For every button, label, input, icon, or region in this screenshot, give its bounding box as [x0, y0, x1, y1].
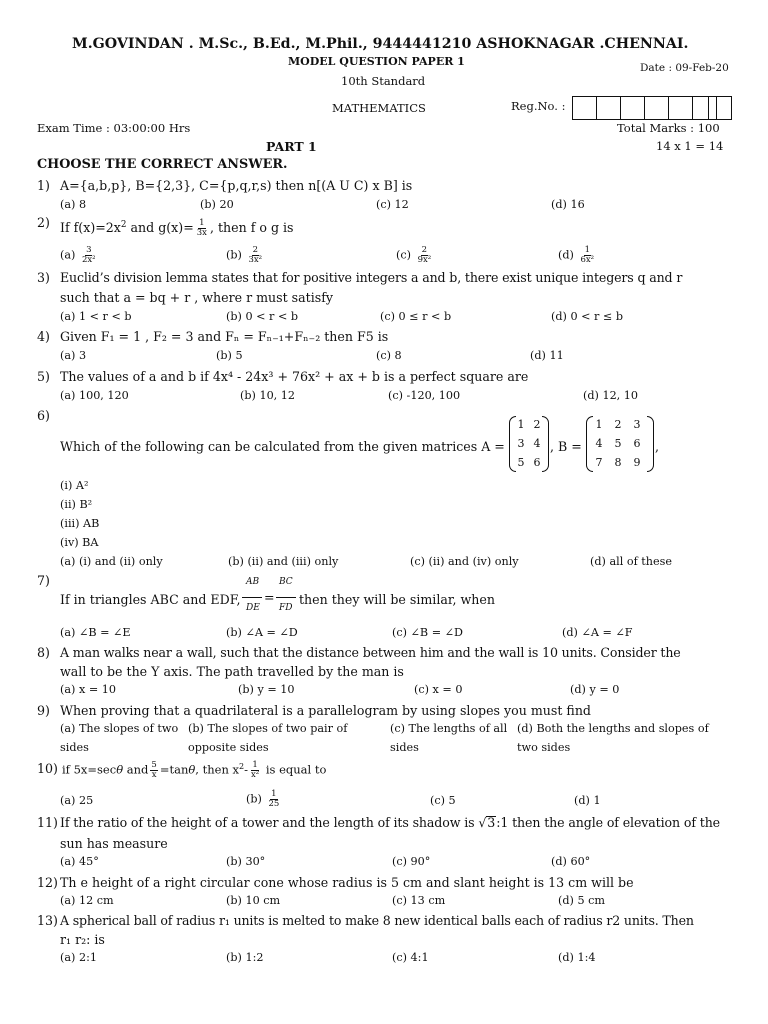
question-6-number: 6) — [37, 408, 50, 423]
q1-option-d[interactable]: (d) 16 — [551, 198, 585, 211]
question-3-line-2: such that a = bq + r , where r must satisfy — [60, 290, 333, 305]
exam-date: Date : 09-Feb-20 — [640, 62, 729, 74]
reg-no-box-7[interactable] — [708, 96, 732, 120]
q11-option-a[interactable]: (a) 45° — [60, 855, 99, 868]
q7-frac1-line — [242, 597, 262, 598]
q9-option-a[interactable]: (a) The slopes of two — [60, 722, 179, 735]
reg-no-box-2[interactable] — [596, 96, 621, 120]
question-5-text: The values of a and b if 4x⁴ - 24x³ + 76x² + ax + b is a perfect square are — [60, 369, 529, 384]
q13-option-d[interactable]: (d) 1:4 — [558, 951, 596, 964]
matrix-b: 1 2 3 4 5 6 7 8 9 — [586, 416, 654, 472]
q3-option-d[interactable]: (d) 0 < r ≤ b — [551, 310, 624, 323]
q2-option-d[interactable]: (d) $\frac{1}{\text{6x²}}$ — [558, 245, 595, 265]
q9-option-c-line-2: sides — [390, 741, 419, 754]
matrix-a: 1 2 3 4 5 6 — [509, 416, 549, 472]
q12-option-a[interactable]: (a) 12 cm — [60, 894, 114, 907]
q3-option-b[interactable]: (b) 0 < r < b — [226, 310, 299, 323]
q4-option-c[interactable]: (c) 8 — [376, 349, 402, 362]
total-marks: Total Marks : 100 — [617, 121, 720, 135]
q4-option-d[interactable]: (d) 11 — [530, 349, 564, 362]
question-5-number: 5) — [37, 369, 50, 384]
q13-option-b[interactable]: (b) 1:2 — [226, 951, 264, 964]
q9-option-b-line-2: opposite sides — [188, 741, 269, 754]
q7-frac1-den: DE — [246, 603, 260, 613]
q7-option-d[interactable]: (d) ∠A = ∠F — [562, 626, 633, 639]
q11-option-b[interactable]: (b) 30° — [226, 855, 266, 868]
question-2-number: 2) — [37, 215, 50, 230]
q5-option-b[interactable]: (b) 10, 12 — [240, 389, 296, 402]
part-title: PART 1 — [266, 139, 317, 154]
q12-option-c[interactable]: (c) 13 cm — [392, 894, 446, 907]
q10-option-d[interactable]: (d) 1 — [574, 794, 601, 807]
q9-option-b[interactable]: (b) The slopes of two pair of — [188, 722, 348, 735]
q12-option-b[interactable]: (b) 10 cm — [226, 894, 281, 907]
q7-frac2-den: FD — [279, 603, 293, 613]
question-11-line-2: sun has measure — [60, 836, 168, 851]
question-9-text: When proving that a quadrilateral is a parallelogram by using slopes you must find — [60, 703, 591, 718]
question-11-line-1: If the ratio of the height of a tower and the length of its shadow is √3:1 then the angle of elevation of the — [60, 815, 721, 830]
paper-title: MODEL QUESTION PAPER 1 — [288, 55, 465, 68]
q7-option-a[interactable]: (a) ∠B = ∠E — [60, 626, 131, 639]
q7-frac2-num: BC — [279, 577, 293, 587]
question-6-text-b: , B = — [550, 439, 582, 454]
question-4-text: Given F₁ = 1 , F₂ = 3 and Fₙ = Fₙ₋₁+Fₙ₋₂ then F5 is — [60, 329, 389, 344]
q9-option-c[interactable]: (c) The lengths of all — [390, 722, 508, 735]
question-12-text: Th e height of a right circular cone whose radius is 5 cm and slant height is 13 cm will be — [60, 875, 634, 890]
q7-option-b[interactable]: (b) ∠A = ∠D — [226, 626, 298, 639]
q8-option-d[interactable]: (d) y = 0 — [570, 683, 620, 696]
question-8-line-1: A man walks near a wall, such that the distance between him and the wall is 10 units. Consider the — [60, 645, 681, 660]
q7-frac1-num: AB — [246, 577, 260, 587]
q4-option-a[interactable]: (a) 3 — [60, 349, 87, 362]
marks-calculation: 14 x 1 = 14 — [656, 139, 724, 153]
q8-option-c[interactable]: (c) x = 0 — [414, 683, 463, 696]
q6-option-c[interactable]: (c) (ii) and (iv) only — [410, 555, 519, 568]
reg-no-label: Reg.No. : — [511, 99, 566, 113]
reg-no-box-3[interactable] — [620, 96, 645, 120]
q1-option-c[interactable]: (c) 12 — [376, 198, 409, 211]
q1-option-a[interactable]: (a) 8 — [60, 198, 87, 211]
question-4-number: 4) — [37, 329, 50, 344]
question-11-number: 11) — [37, 815, 58, 830]
question-1-number: 1) — [37, 178, 50, 193]
question-13-number: 13) — [37, 913, 58, 928]
q11-option-d[interactable]: (d) 60° — [551, 855, 591, 868]
instruction: CHOOSE THE CORRECT ANSWER. — [37, 157, 288, 172]
q6-item-iii: (iii) AB — [60, 517, 100, 530]
q5-option-d[interactable]: (d) 12, 10 — [583, 389, 639, 402]
question-3-line-1: Euclid’s division lemma states that for positive integers a and b, there exist unique integers q and r — [60, 270, 683, 285]
standard: 10th Standard — [341, 74, 426, 88]
question-8-number: 8) — [37, 645, 50, 660]
question-8-line-2: wall to be the Y axis. The path travelled by the man is — [60, 664, 404, 679]
q9-option-a-line-2: sides — [60, 741, 89, 754]
q5-option-c[interactable]: (c) -120, 100 — [388, 389, 461, 402]
q7-option-c[interactable]: (c) ∠B = ∠D — [392, 626, 463, 639]
reg-no-box-1[interactable] — [572, 96, 597, 120]
reg-no-box-5[interactable] — [668, 96, 693, 120]
q6-item-ii: (ii) B² — [60, 498, 93, 511]
q9-option-d[interactable]: (d) Both the lengths and slopes of — [517, 722, 709, 735]
sqrt-symbol: √ — [478, 815, 487, 830]
q13-option-a[interactable]: (a) 2:1 — [60, 951, 97, 964]
q9-option-d-line-2: two sides — [517, 741, 571, 754]
q8-option-a[interactable]: (a) x = 10 — [60, 683, 116, 696]
question-1-text: A={a,b,p}, B={2,3}, C={p,q,r,s) then n[(A U C) x B] is — [60, 178, 413, 193]
q6-option-b[interactable]: (b) (ii) and (iii) only — [228, 555, 339, 568]
author-header: M.GOVINDAN . M.Sc., B.Ed., M.Phil., 9444441210 ASHOKNAGAR .CHENNAI. — [72, 36, 689, 52]
question-13-line-2: r₁ r₂: is — [60, 932, 105, 947]
subject: MATHEMATICS — [332, 101, 426, 115]
q12-option-d[interactable]: (d) 5 cm — [558, 894, 605, 907]
q11-option-c[interactable]: (c) 90° — [392, 855, 431, 868]
q2-option-a[interactable]: (a) $\frac{3}{\text{2x²}}$ — [60, 245, 96, 265]
q2-fraction: $\frac{1}{3x}$ — [196, 218, 207, 238]
q10-option-c[interactable]: (c) 5 — [430, 794, 456, 807]
q7-frac2-line — [276, 597, 296, 598]
q7-equals: = — [264, 590, 275, 605]
question-2-text: If $f(x)=2x^2$ and g(x)= $\frac{1}{3x}$ , then f o g is — [60, 218, 294, 238]
q6-option-a[interactable]: (a) (i) and (ii) only — [60, 555, 163, 568]
q2-option-b[interactable]: (b) $\frac{2}{\text{3x²}}$ — [226, 245, 263, 265]
q6-item-iv: (iv) BA — [60, 536, 99, 549]
question-10-number: 10) — [37, 761, 58, 776]
q3-option-a[interactable]: (a) 1 < r < b — [60, 310, 132, 323]
question-7-text-b: then they will be similar, when — [299, 592, 495, 607]
q2-option-c[interactable]: (c) $\frac{2}{\text{9x²}}$ — [396, 245, 432, 265]
q10-option-a[interactable]: (a) 25 — [60, 794, 94, 807]
q6-option-d[interactable]: (d) all of these — [590, 555, 672, 568]
exam-time: Exam Time : 03:00:00 Hrs — [37, 121, 191, 135]
q1-option-b[interactable]: (b) 20 — [200, 198, 234, 211]
question-10-text: if 5x=secθ and $\frac{5}{x}$ =tanθ, then $x^2-$ $\frac{1}{\text{x²}}$ is equal to — [62, 760, 327, 780]
question-7-number: 7) — [37, 573, 50, 588]
question-7-text-a: If in triangles ABC and EDF, — [60, 592, 241, 607]
q8-option-b[interactable]: (b) y = 10 — [238, 683, 295, 696]
question-13-line-1: A spherical ball of radius r₁ units is melted to make 8 new identical balls each of radius r2 units. Then — [60, 913, 694, 928]
reg-no-box-4[interactable] — [644, 96, 669, 120]
q6-item-i: (i) A² — [60, 479, 89, 492]
q5-option-a[interactable]: (a) 100, 120 — [60, 389, 129, 402]
question-6-text: Which of the following can be calculated from the given matrices A = — [60, 439, 505, 454]
q4-option-b[interactable]: (b) 5 — [216, 349, 243, 362]
q13-option-c[interactable]: (c) 4:1 — [392, 951, 429, 964]
q3-option-c[interactable]: (c) 0 ≤ r < b — [380, 310, 452, 323]
q10-option-b[interactable]: (b) $\frac{1}{25}$ — [246, 789, 280, 809]
question-12-number: 12) — [37, 875, 58, 890]
question-3-number: 3) — [37, 270, 50, 285]
question-9-number: 9) — [37, 703, 50, 718]
